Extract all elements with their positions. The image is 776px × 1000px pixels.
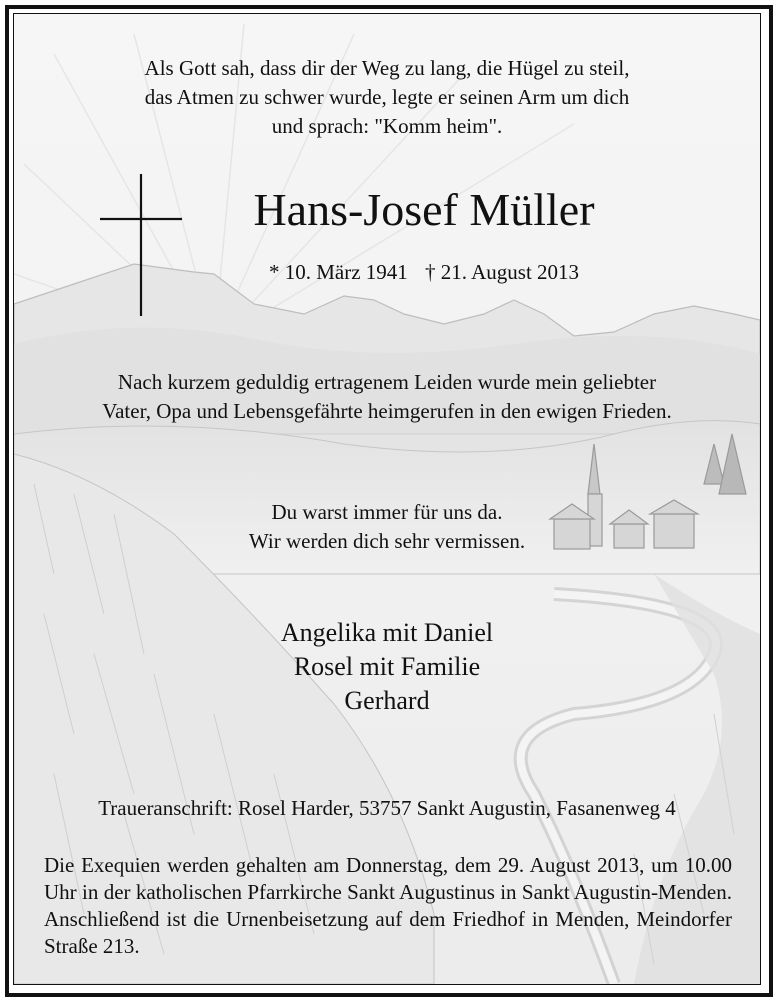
mourning-address: Traueranschrift: Rosel Harder, 53757 Sankt Augustin, Fasanenweg 4 <box>98 796 676 820</box>
cross-icon <box>100 174 182 316</box>
service-info-text: Die Exequien werden gehalten am Donnerstag, dem 29. August 2013, um 10.00 Uhr in der katholischen Pfarrkirche Sankt Augustinus in Sankt Augustin-Menden. Anschließend ist die Urnenbeisetzung auf dem Friedhof in Menden, Meindorfer Straße 213. <box>44 853 732 958</box>
poem <box>14 54 760 141</box>
obituary-card <box>13 13 761 985</box>
birth-date: * 10. März 1941 <box>268 260 408 284</box>
farewell-message <box>14 498 760 556</box>
mourners-list <box>14 616 760 718</box>
death-date: † 21. August 2013 <box>425 260 580 284</box>
poem-line: Als Gott sah, dass dir der Weg zu lang, die Hügel zu steil, <box>144 56 630 80</box>
poem-line: und sprach: "Komm heim". <box>271 114 503 138</box>
life-dates <box>174 258 674 286</box>
announcement <box>14 368 760 426</box>
mourner-name: Rosel mit Familie <box>293 652 481 681</box>
announcement-line: Nach kurzem geduldig ertragenem Leiden wurde mein geliebter <box>117 370 657 394</box>
deceased-name: Hans-Josef Müller <box>253 184 595 235</box>
poem-line: das Atmen zu schwer wurde, legte er seinen Arm um dich <box>144 85 630 109</box>
farewell-line: Wir werden dich sehr vermissen. <box>248 529 526 553</box>
mourner-name: Angelika mit Daniel <box>280 618 494 647</box>
announcement-line: Vater, Opa und Lebensgefährte heimgerufen in den ewigen Frieden. <box>102 399 672 423</box>
farewell-line: Du warst immer für uns da. <box>271 500 503 524</box>
mourner-name: Gerhard <box>344 686 430 715</box>
obituary-content <box>14 14 760 984</box>
service-info <box>44 852 732 960</box>
